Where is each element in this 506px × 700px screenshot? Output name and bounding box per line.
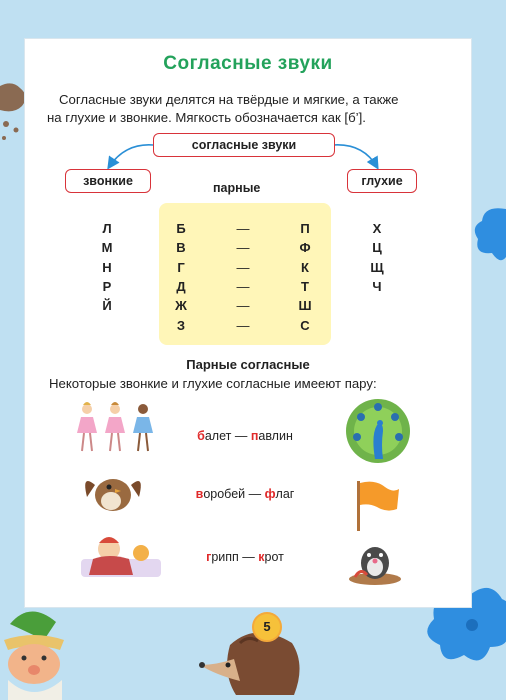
letter-voiceless-unpaired: Щ xyxy=(370,260,384,275)
mole-illustration xyxy=(347,531,403,587)
pair-dash: — xyxy=(236,260,250,275)
voiceless-box: глухие xyxy=(347,169,417,193)
word-pair-3 xyxy=(165,550,325,564)
intro-line-1: Согласные звуки делятся на твёрдые и мягкие, а также xyxy=(59,92,399,107)
letter-paired-voiced: Ж xyxy=(175,298,187,313)
pair-1-b-rest: авлин xyxy=(258,429,293,443)
letter-paired-voiceless: С xyxy=(300,318,310,333)
pair-1-b-first: п xyxy=(250,429,259,443)
pair-3-a-rest: рипп xyxy=(211,550,239,564)
pair-1-a-rest: алет xyxy=(204,429,232,443)
letter-voiced-unpaired: Л xyxy=(102,221,112,236)
letter-paired-voiced: Г xyxy=(177,260,185,275)
pair-dash: — xyxy=(236,318,250,333)
section-title: Парные согласные xyxy=(186,357,310,372)
flag-illustration xyxy=(353,479,401,533)
pair-dash: — xyxy=(236,240,250,255)
pair-dash: — xyxy=(236,279,250,294)
letter-paired-voiceless: К xyxy=(301,260,309,275)
letter-paired-voiced: Д xyxy=(176,279,186,294)
hedgehog-illustration xyxy=(196,625,306,700)
letter-paired-voiced: В xyxy=(176,240,186,255)
paired-label: парные xyxy=(213,181,261,195)
consonant-sounds-box: согласные звуки xyxy=(153,133,335,157)
pair-3-sep: — xyxy=(238,550,259,564)
pair-2-a-rest: оробей xyxy=(203,487,246,501)
peacock-illustration xyxy=(343,395,413,469)
pair-3-b-first: к xyxy=(258,550,265,564)
pair-3-a-first: г xyxy=(206,550,212,564)
letter-voiced-unpaired: М xyxy=(101,240,113,255)
page-number: 5 xyxy=(252,612,282,642)
pair-2-sep: — xyxy=(245,487,265,501)
pair-1-sep: — xyxy=(231,429,251,443)
word-pair-1 xyxy=(165,429,325,443)
word-pair-2 xyxy=(165,487,325,501)
letter-voiced-unpaired: Й xyxy=(102,298,112,313)
letter-paired-voiceless: Ф xyxy=(299,240,311,255)
pair-dash: — xyxy=(236,221,250,236)
arrow-to-voiced xyxy=(109,145,153,167)
letter-voiceless-unpaired: Ц xyxy=(372,240,382,255)
sparrow-illustration xyxy=(81,463,145,521)
ballerinas-illustration xyxy=(73,399,157,459)
section-intro: Некоторые звонкие и глухие согласные имееют пару: xyxy=(49,376,377,391)
letter-paired-voiced: З xyxy=(176,318,186,333)
boy-with-flu-illustration xyxy=(79,529,163,585)
letter-voiced-unpaired: Н xyxy=(102,260,112,275)
intro-line-2: на глухие и звонкие. Мягкость обозначается как [б’]. xyxy=(47,110,366,125)
pair-2-b-rest: лаг xyxy=(275,487,295,501)
letter-voiced-unpaired: Р xyxy=(102,279,112,294)
pair-2-b-first: ф xyxy=(264,487,276,501)
blue-flower-right-decoration xyxy=(470,205,506,265)
textbook-page xyxy=(24,38,472,608)
pair-3-b-rest: рот xyxy=(264,550,284,564)
pair-2-a-first: в xyxy=(195,487,204,501)
page-title: Согласные звуки xyxy=(163,53,333,74)
letter-paired-voiced: Б xyxy=(176,221,186,236)
letter-paired-voiceless: Ш xyxy=(298,298,312,313)
voiced-box: звонкие xyxy=(65,169,151,193)
pair-dash: — xyxy=(236,298,250,313)
letter-voiceless-unpaired: Ч xyxy=(372,279,382,294)
letter-paired-voiceless: П xyxy=(300,221,310,236)
letter-voiceless-unpaired: Х xyxy=(372,221,382,236)
pair-1-a-first: б xyxy=(197,429,205,443)
gnome-illustration xyxy=(0,600,80,700)
letter-paired-voiceless: Т xyxy=(301,279,309,294)
arrow-to-voiceless xyxy=(333,145,377,167)
